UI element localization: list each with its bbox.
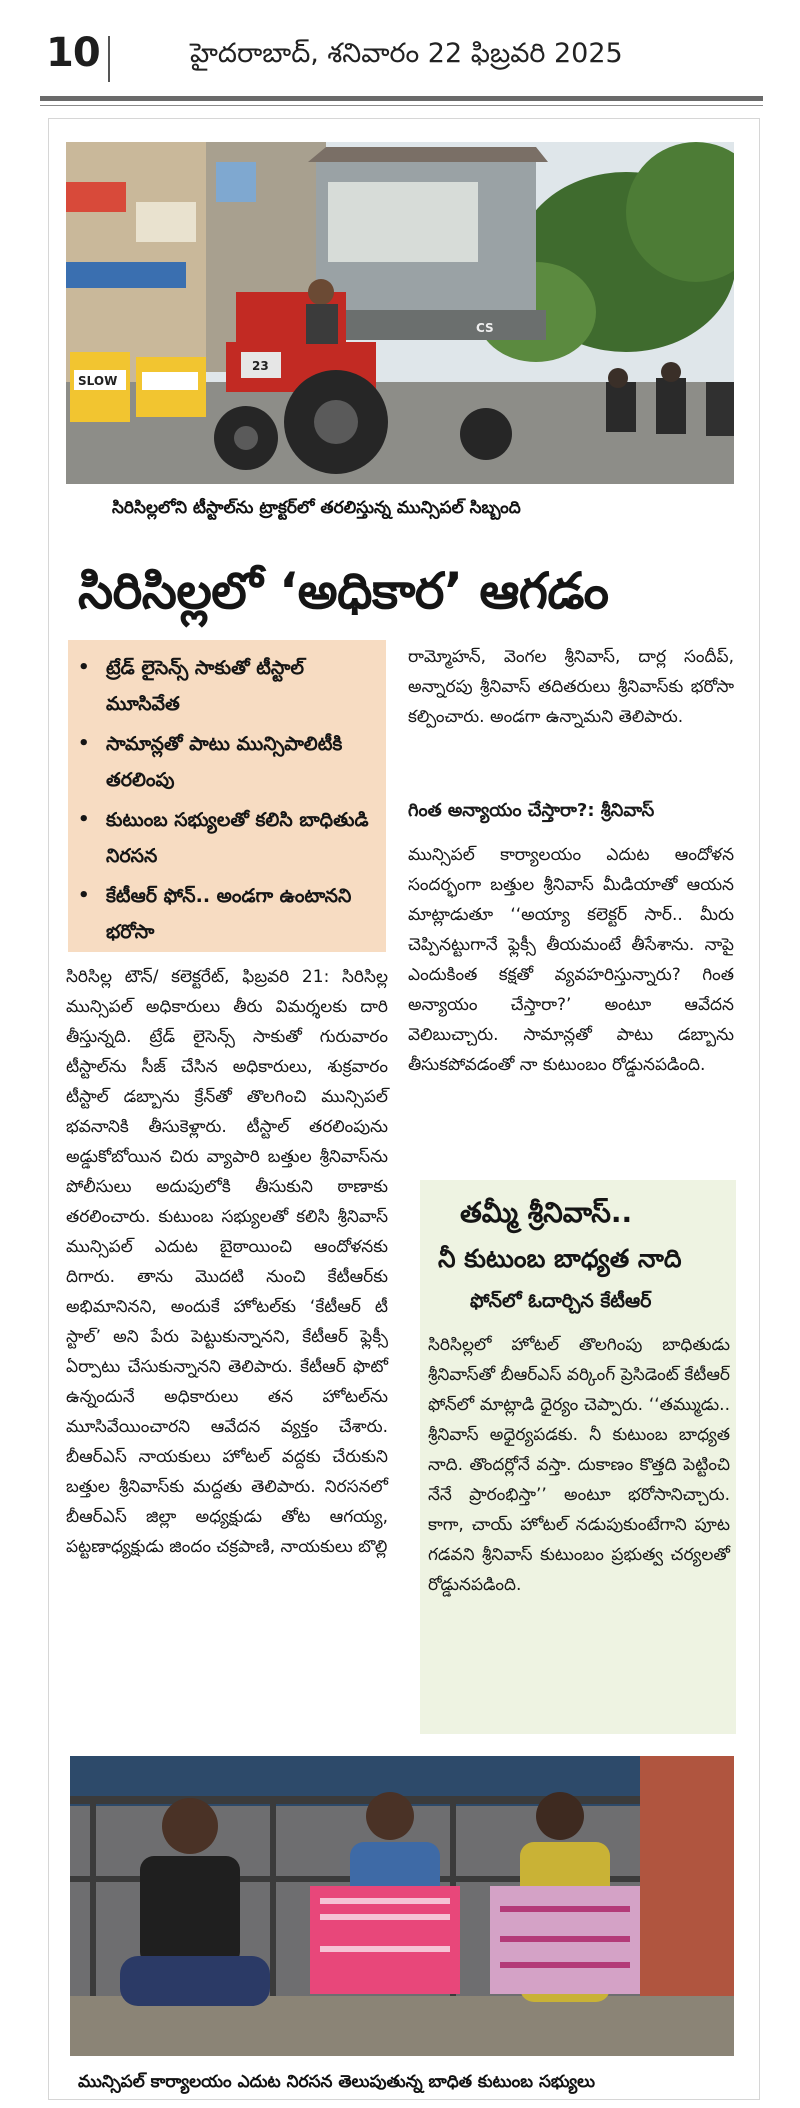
bottom-photo-caption: మున్సిపల్ కార్యాలయం ఎదుట నిరసన తెలుపుతున్న బాధిత కుటుంబ సభ్యులు <box>78 2072 596 2092</box>
highlight-item <box>78 650 376 722</box>
bullet-icon: • <box>78 809 90 830</box>
masthead-divider <box>108 36 110 82</box>
trailer-marking: CS <box>476 321 494 335</box>
sidebar-kicker: ఫోన్‌లో ఓదార్చిన కేటీఆర్ <box>470 1290 652 1312</box>
protest-photo-illustration <box>70 1756 734 2056</box>
masthead-rule <box>40 96 763 101</box>
page-number: 10 <box>46 30 100 76</box>
highlight-text: ట్రేడ్ లైసెన్స్ సాకుతో టీస్టాల్ మూసివేత <box>106 657 304 715</box>
slow-sign-text: SLOW <box>78 374 118 388</box>
highlight-item <box>78 726 376 798</box>
tractor-photo <box>66 142 734 484</box>
tractor-number: 23 <box>252 359 269 373</box>
sidebar-subtitle: నీ కుటుంబ బాధ్యత నాది <box>438 1244 682 1273</box>
highlight-text: సామాన్లతో పాటు మున్సిపాలిటీకి తరలింపు <box>106 733 343 791</box>
bullet-icon: • <box>78 733 90 754</box>
highlight-item <box>78 878 376 950</box>
masthead <box>40 14 760 74</box>
article-body-right-mid: మున్సిపల్ కార్యాలయం ఎదుట ఆందోళన సందర్భంగా బత్తుల శ్రీనివాస్ మీడియాతో ఆయన మాట్లాడుతూ ‘‘అయ్యా కలెక్టర్ సార్.. మీరు చెప్పినట్టుగానే ఫ్లెక్సీ తీయమంటే తీసేశాను. నాపై ఎందుకింత కక్షతో వ్యవహరిస్తున్నారు? గింత అన్యాయం చేస్తారా?’ అంటూ ఆవేదన వెలిబుచ్చారు. సామాన్లతో పాటు డబ్బాను తీసుకపోవడంతో నా కుటుంబం రోడ్డునపడింది. <box>408 845 734 1075</box>
bullet-icon: • <box>78 657 90 678</box>
sidebar-title: తమ్మీ శ్రీనివాస్.. <box>460 1196 633 1229</box>
sidebar-body: సిరిసిల్లలో హోటల్ తొలగింపు బాధితుడు శ్రీనివాస్‌తో బీఆర్ఎస్ వర్కింగ్ ప్రెసిడెంట్ కేటీఆర్ ఫోన్‌లో మాట్లాడి ధైర్యం చెప్పారు. ‘‘తమ్ముడు.. శ్రీనివాస్ అధైర్యపడకు. నీ కుటుంబ బాధ్యత నాది. తొందర్లోనే వస్తా. దుకాణం కొత్తది పెట్టించి నేనే ప్రారంభిస్తా’’ అంటూ భరోసానిచ్చారు. కాగా, చాయ్ హోటల్ నడుపుకుంటేగాని పూట గడవని శ్రీనివాస్ కుటుంబం ప్రభుత్వ చర్యలతో రోడ్డునపడింది. <box>428 1335 730 1595</box>
article-body-right-top: రామ్మోహన్, వెంగల శ్రీనివాస్, దార్ల సందీప్, అన్నారపు శ్రీనివాస్ తదితరులు శ్రీనివాస్‌కు భరోసా కల్పించారు. అండగా ఉన్నామని తెలిపారు. <box>408 647 734 727</box>
highlight-text: కుటుంబ సభ్యులతో కలిసి బాధితుడి నిరసన <box>106 809 369 867</box>
highlight-item <box>78 802 376 874</box>
bullet-icon: • <box>78 885 90 906</box>
highlight-text: కేటీఆర్ ఫోన్.. అండగా ఉంటానని భరోసా <box>106 885 352 943</box>
article-body-left: సిరిసిల్ల టౌన్/ కలెక్టరేట్, ఫిబ్రవరి 21: సిరిసిల్ల మున్సిపల్ అధికారులు తీరు విమర్శలకు దారి తీస్తున్నది. ట్రేడ్ లైసెన్స్ సాకుతో గురువారం టీస్టాల్‌ను సీజ్ చేసిన అధికారులు, శుక్రవారం టీస్టాల్ డబ్బాను క్రేన్‌తో తొలగించి మున్సిపల్ భవనానికి తీసుకెళ్లారు. టీస్టాల్ తరలింపును అడ్డుకోబోయిన చిరు వ్యాపారి బత్తుల శ్రీనివాస్‌ను పోలీసులు అదుపులోకి తీసుకుని ఠాణాకు తరలించారు. కుటుంబ సభ్యులతో కలిసి శ్రీనివాస్ మున్సిపల్ ఎదుట బైఠాయించి ఆందోళనకు దిగారు. తాను మొదటి నుంచి కేటీఆర్‌కు అభిమానినని, అందుకే హోటల్‌కు ‘కేటీఆర్ టీ స్టాల్’ అని పేరు పెట్టుకున్నానని, కేటీఆర్ ఫ్లెక్సీ ఏర్పాటు చేసుకున్నానని తెలిపారు. కేటీఆర్ ఫొటో ఉన్నందునే అధికారులు తన హోటల్‌ను మూసివేయించారని ఆవేదన వ్యక్తం చేశారు. బీఆర్ఎస్ నాయకులు హోటల్ వద్దకు చేరుకుని బత్తుల శ్రీనివాస్‌కు మద్దతు తెలిపారు. నిరసనలో బీఆర్ఎస్ జిల్లా అధ్యక్షుడు తోట ఆగయ్య, పట్టణాధ్యక్షుడు జిందం చక్రపాణి, నాయకులు బొల్లి <box>66 967 388 1557</box>
dateline: హైదరాబాద్, శనివారం 22 ఫిబ్రవరి 2025 <box>190 38 623 69</box>
tractor-photo-illustration <box>66 142 734 484</box>
masthead-rule-thin <box>40 105 763 106</box>
top-photo-caption: సిరిసిల్లలోని టీస్టాల్‌ను ట్రాక్టర్‌లో తరలిస్తున్న మున్సిపల్ సిబ్బంది <box>112 498 521 518</box>
protest-photo <box>70 1756 734 2056</box>
headline: సిరిసిల్లలో ‘అధికార’ ఆగడం <box>78 562 609 620</box>
article-subhead: గింత అన్యాయం చేస్తారా?: శ్రీనివాస్ <box>408 800 655 821</box>
highlights-box <box>68 640 386 952</box>
